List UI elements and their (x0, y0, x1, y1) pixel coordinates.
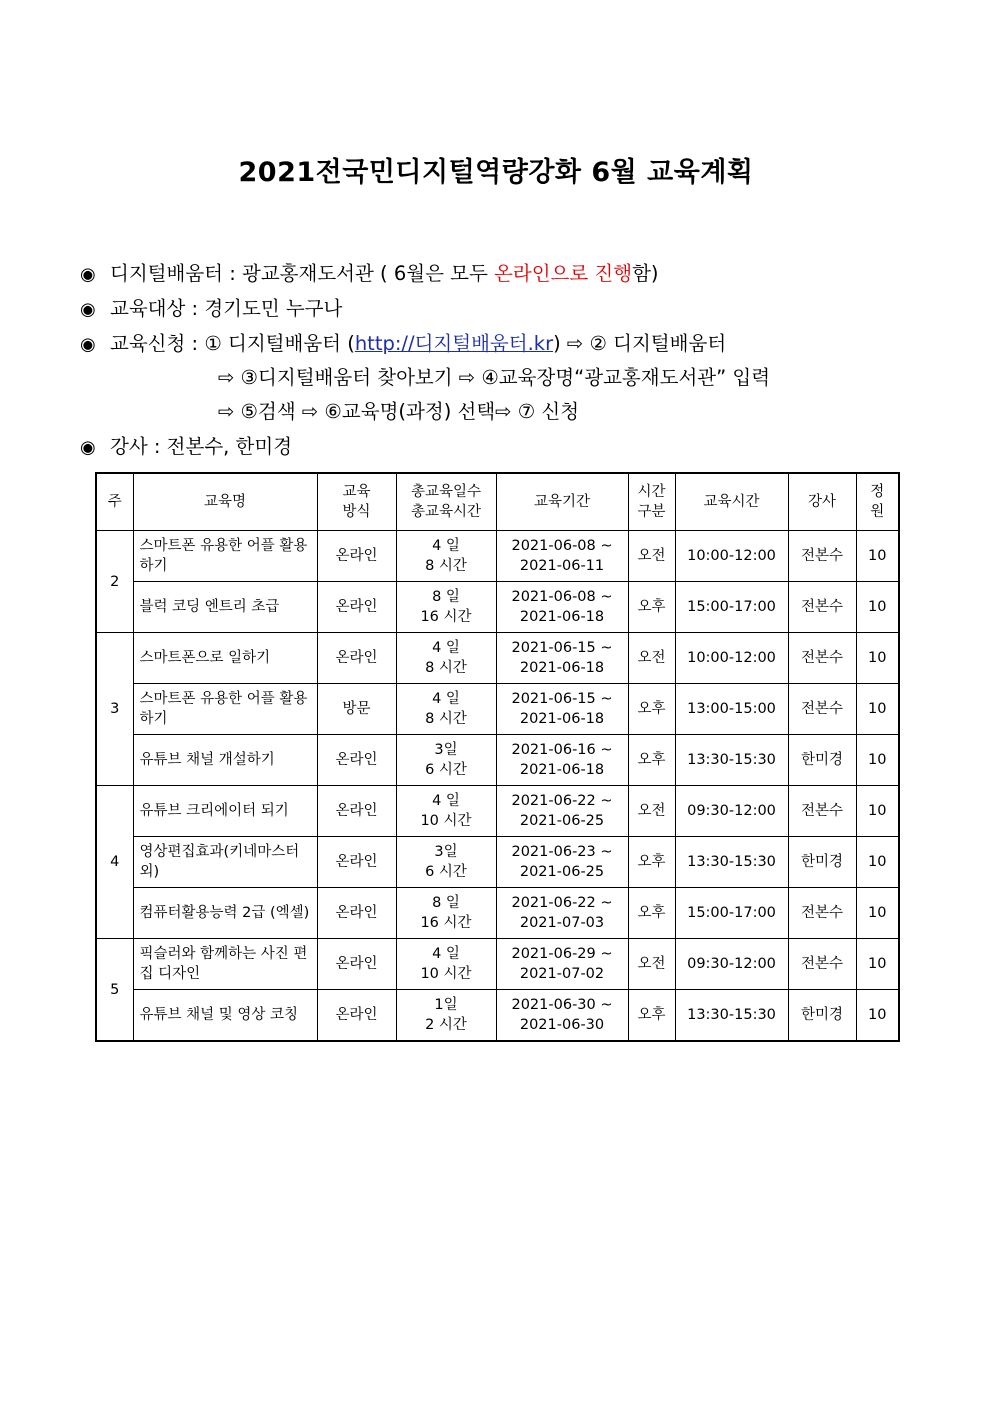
period-cell: 2021-06-30 ~ 2021-06-30 (496, 990, 628, 1042)
place-highlight: 온라인으로 진행 (494, 262, 633, 285)
page-title: 2021전국민디지털역량강화 6월 교육계획 (238, 157, 754, 188)
slot-cell: 오후 (628, 582, 675, 633)
method-cell: 방문 (317, 684, 396, 735)
table-row (96, 837, 899, 888)
table-row (96, 633, 899, 684)
header-time: 교육시간 (675, 473, 788, 531)
info-place (80, 262, 659, 287)
total-cell: 8 일 16 시간 (396, 582, 496, 633)
method-cell: 온라인 (317, 837, 396, 888)
method-cell: 온라인 (317, 990, 396, 1042)
header-week: 주 (96, 473, 133, 531)
bullet-icon: ◉ (80, 334, 96, 355)
method-cell: 온라인 (317, 633, 396, 684)
slot-cell: 오후 (628, 888, 675, 939)
time-cell: 15:00-17:00 (675, 888, 788, 939)
time-cell: 15:00-17:00 (675, 582, 788, 633)
week-cell: 5 (96, 939, 133, 1042)
table-row (96, 939, 899, 990)
course-name-cell: 스마트폰 유용한 어플 활용하기 (133, 684, 317, 735)
total-cell: 4 일 8 시간 (396, 633, 496, 684)
table-row (96, 582, 899, 633)
teacher-cell: 전본수 (788, 582, 856, 633)
capacity-cell: 10 (856, 837, 899, 888)
header-teacher: 강사 (788, 473, 856, 531)
slot-cell: 오전 (628, 786, 675, 837)
period-cell: 2021-06-15 ~ 2021-06-18 (496, 633, 628, 684)
course-name-cell: 스마트폰으로 일하기 (133, 633, 317, 684)
teacher-cell: 전본수 (788, 939, 856, 990)
time-cell: 09:30-12:00 (675, 786, 788, 837)
bullet-icon: ◉ (80, 299, 96, 320)
total-cell: 4 일 8 시간 (396, 684, 496, 735)
total-cell: 3일 6 시간 (396, 735, 496, 786)
teacher-cell: 전본수 (788, 684, 856, 735)
capacity-cell: 10 (856, 990, 899, 1042)
total-cell: 3일 6 시간 (396, 837, 496, 888)
capacity-cell: 10 (856, 684, 899, 735)
method-cell: 온라인 (317, 582, 396, 633)
week-cell: 3 (96, 633, 133, 786)
table-row (96, 990, 899, 1042)
info-target (80, 297, 342, 322)
header-method: 교육 방식 (317, 473, 396, 531)
total-cell: 8 일 16 시간 (396, 888, 496, 939)
course-name-cell: 유튜브 채널 개설하기 (133, 735, 317, 786)
teacher-cell: 전본수 (788, 786, 856, 837)
capacity-cell: 10 (856, 531, 899, 582)
period-cell: 2021-06-23 ~ 2021-06-25 (496, 837, 628, 888)
period-cell: 2021-06-16 ~ 2021-06-18 (496, 735, 628, 786)
period-cell: 2021-06-08 ~ 2021-06-11 (496, 531, 628, 582)
instructors-text: 강사 : 전본수, 한미경 (110, 435, 293, 458)
info-apply (80, 332, 726, 357)
table-row (96, 684, 899, 735)
course-name-cell: 스마트폰 유용한 어플 활용하기 (133, 531, 317, 582)
bullet-icon: ◉ (80, 437, 96, 458)
time-cell: 09:30-12:00 (675, 939, 788, 990)
total-cell: 4 일 10 시간 (396, 786, 496, 837)
time-cell: 13:30-15:30 (675, 837, 788, 888)
time-cell: 10:00-12:00 (675, 531, 788, 582)
target-text: 교육대상 : 경기도민 누구나 (110, 297, 343, 320)
header-total: 총교육일수 총교육시간 (396, 473, 496, 531)
header-slot: 시간 구분 (628, 473, 675, 531)
capacity-cell: 10 (856, 786, 899, 837)
place-label: 디지털배움터 : 광교홍재도서관 ( 6월은 모두 (110, 262, 495, 285)
apply-steps-line-3: ⇨ ⑤검색 ⇨ ⑥교육명(과정) 선택⇨ ⑦ 신청 (218, 400, 580, 423)
capacity-cell: 10 (856, 735, 899, 786)
table-row (96, 786, 899, 837)
time-cell: 10:00-12:00 (675, 633, 788, 684)
time-cell: 13:30-15:30 (675, 735, 788, 786)
header-capacity: 정 원 (856, 473, 899, 531)
table-row (96, 888, 899, 939)
slot-cell: 오후 (628, 684, 675, 735)
header-period: 교육기간 (496, 473, 628, 531)
slot-cell: 오후 (628, 837, 675, 888)
total-cell: 4 일 10 시간 (396, 939, 496, 990)
slot-cell: 오전 (628, 531, 675, 582)
time-cell: 13:30-15:30 (675, 990, 788, 1042)
method-cell: 온라인 (317, 939, 396, 990)
course-name-cell: 영상편집효과(키네마스터외) (133, 837, 317, 888)
method-cell: 온라인 (317, 888, 396, 939)
total-cell: 1일 2 시간 (396, 990, 496, 1042)
slot-cell: 오후 (628, 735, 675, 786)
place-end: 함) (632, 262, 659, 285)
bullet-icon: ◉ (80, 264, 96, 285)
method-cell: 온라인 (317, 786, 396, 837)
capacity-cell: 10 (856, 633, 899, 684)
apply-link[interactable]: http://디지털배움터.kr (354, 332, 554, 355)
teacher-cell: 전본수 (788, 531, 856, 582)
period-cell: 2021-06-22 ~ 2021-06-25 (496, 786, 628, 837)
method-cell: 온라인 (317, 735, 396, 786)
table-row (96, 531, 899, 582)
capacity-cell: 10 (856, 939, 899, 990)
apply-steps-line-2: ⇨ ③디지털배움터 찾아보기 ⇨ ④교육장명“광교홍재도서관” 입력 (218, 366, 771, 389)
course-name-cell: 유튜브 채널 및 영상 코칭 (133, 990, 317, 1042)
course-name-cell: 유튜브 크리에이터 되기 (133, 786, 317, 837)
slot-cell: 오전 (628, 633, 675, 684)
info-instructors (80, 435, 292, 460)
period-cell: 2021-06-22 ~ 2021-07-03 (496, 888, 628, 939)
schedule-table (95, 472, 900, 1042)
week-cell: 2 (96, 531, 133, 633)
teacher-cell: 전본수 (788, 888, 856, 939)
teacher-cell: 한미경 (788, 990, 856, 1042)
slot-cell: 오전 (628, 939, 675, 990)
slot-cell: 오후 (628, 990, 675, 1042)
time-cell: 13:00-15:00 (675, 684, 788, 735)
course-name-cell: 컴퓨터활용능력 2급 (엑셀) (133, 888, 317, 939)
period-cell: 2021-06-29 ~ 2021-07-02 (496, 939, 628, 990)
teacher-cell: 한미경 (788, 837, 856, 888)
capacity-cell: 10 (856, 888, 899, 939)
apply-label: 교육신청 : ① 디지털배움터 ( (110, 332, 355, 355)
table-row (96, 735, 899, 786)
capacity-cell: 10 (856, 582, 899, 633)
course-name-cell: 픽슬러와 함께하는 사진 편집 디자인 (133, 939, 317, 990)
period-cell: 2021-06-08 ~ 2021-06-18 (496, 582, 628, 633)
period-cell: 2021-06-15 ~ 2021-06-18 (496, 684, 628, 735)
week-cell: 4 (96, 786, 133, 939)
apply-step-2: ) ⇨ ② 디지털배움터 (553, 332, 727, 355)
table-header-row (96, 473, 899, 531)
method-cell: 온라인 (317, 531, 396, 582)
header-name: 교육명 (133, 473, 317, 531)
total-cell: 4 일 8 시간 (396, 531, 496, 582)
course-name-cell: 블럭 코딩 엔트리 초급 (133, 582, 317, 633)
teacher-cell: 한미경 (788, 735, 856, 786)
teacher-cell: 전본수 (788, 633, 856, 684)
